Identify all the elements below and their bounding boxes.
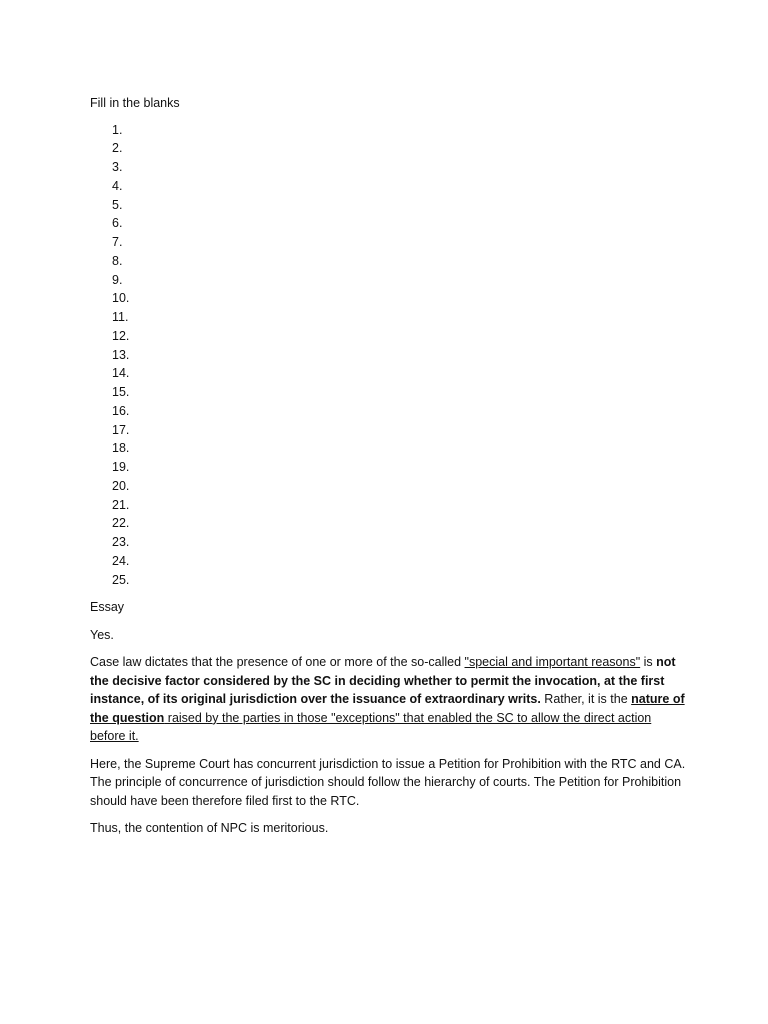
- blank-item: 15.: [112, 385, 130, 399]
- blank-item: 3.: [112, 160, 123, 174]
- blank-item: 22.: [112, 516, 130, 531]
- para1-bold-underlined-nature: nature of the question: [90, 692, 685, 725]
- fill-in-heading: Fill in the blanks: [90, 96, 180, 110]
- blank-item: 12.: [112, 328, 130, 343]
- blank-item: 11.: [112, 310, 129, 324]
- blank-item: 13.: [112, 347, 130, 362]
- blank-item: 10.: [112, 291, 130, 306]
- blank-item: 18.: [112, 441, 130, 456]
- blank-item: 20.: [112, 478, 130, 493]
- essay-heading: Essay: [90, 600, 125, 615]
- para1-underlined-remainder: raised by the parties in those "exceptions" that enabled the SC to allow the direct action before it.: [90, 710, 652, 744]
- blank-item: 8.: [112, 253, 123, 268]
- para1-text-5: Rather, it is the: [540, 692, 632, 707]
- blank-item: 2.: [112, 141, 123, 156]
- para1-text-1: Case law dictates that the presence of one or more of the so-called: [90, 655, 465, 670]
- blank-item: 4.: [112, 178, 123, 193]
- blank-item: 17.: [112, 422, 130, 437]
- essay-paragraph-1: [90, 653, 690, 746]
- blank-item: 6.: [112, 216, 123, 231]
- blank-item: 25.: [112, 572, 130, 587]
- blank-item: 14.: [112, 366, 130, 381]
- blank-item: 1.: [112, 122, 123, 137]
- para1-underlined-reasons: "special and important reasons": [464, 655, 641, 670]
- para1-bold-statement: not the decisive factor considered by the SC in deciding whether to permit the invocation, at the first instance, of its original jurisdiction over the issuance of extraordinary writs.: [90, 655, 676, 707]
- blank-item: 16.: [112, 403, 130, 418]
- blank-item: 24.: [112, 553, 130, 568]
- essay-answer: Yes.: [90, 627, 114, 642]
- blank-item: 23.: [112, 535, 130, 549]
- blank-item: 19.: [112, 460, 130, 474]
- blank-item: 7.: [112, 235, 123, 249]
- blank-list: [90, 121, 690, 590]
- blank-item: 9.: [112, 272, 123, 287]
- blank-item: 21.: [112, 497, 130, 512]
- essay-paragraph-2: Here, the Supreme Court has concurrent jurisdiction to issue a Petition for Prohibition with the RTC and CA. The principle of concurrence of jurisdiction should follow the hierarchy of courts. The Petition for Prohibition should have been therefore filed first to the RTC.: [90, 756, 686, 808]
- blank-item: 5.: [112, 197, 123, 212]
- document-body: [90, 94, 690, 838]
- para1-text-3: is: [640, 655, 657, 670]
- essay-paragraph-3: Thus, the contention of NPC is meritorious.: [90, 821, 329, 836]
